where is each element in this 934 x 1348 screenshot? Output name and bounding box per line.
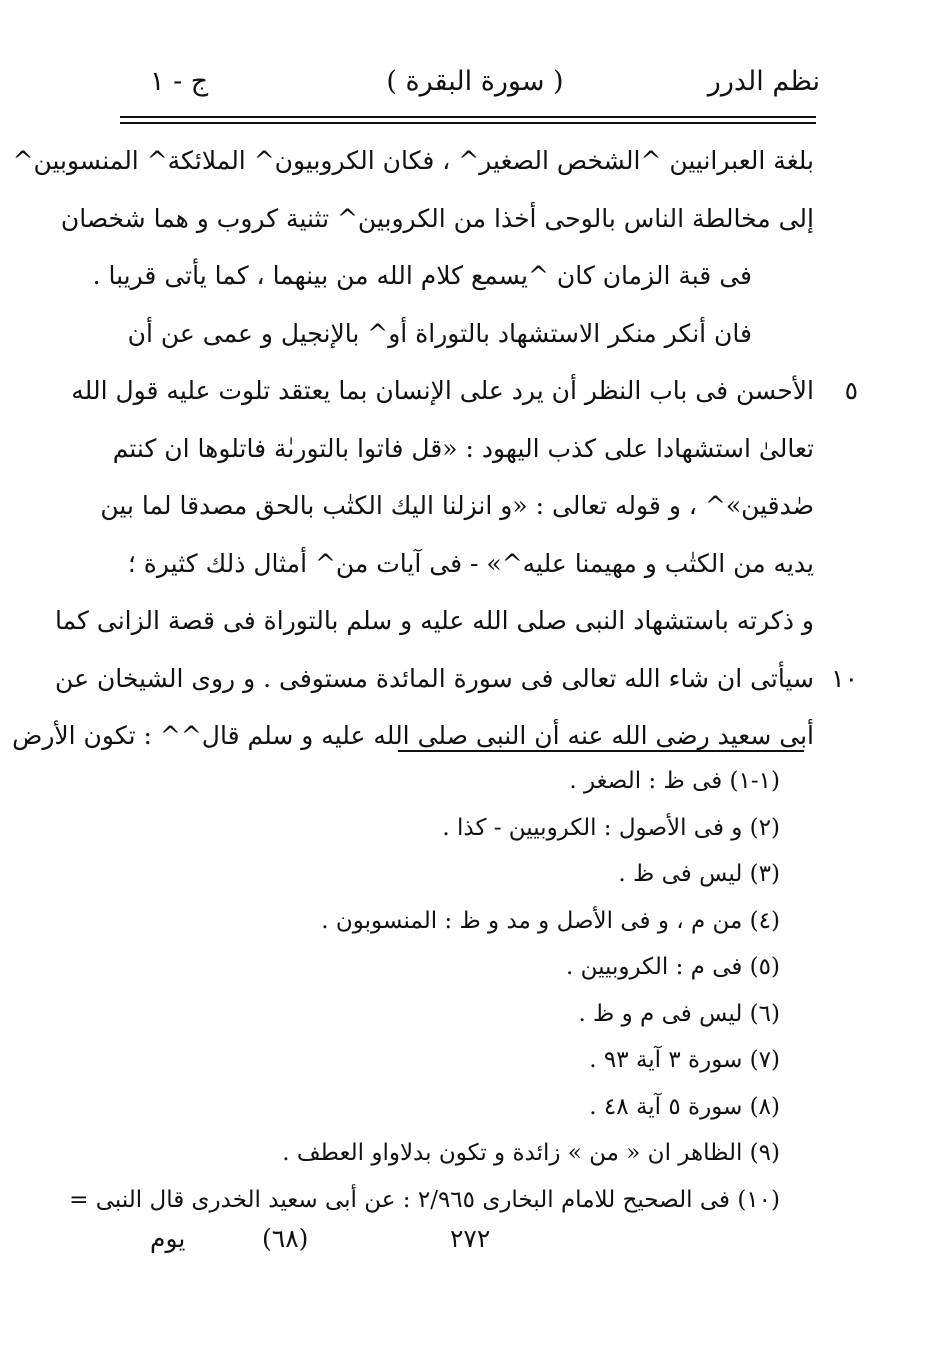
signature-marker: (٦٨) [262,1224,309,1253]
text-line [71,362,858,420]
text-line: صٰدقين»^ ، و قوله تعالى : «و انزلنا اليك الكتٰب بالحق مصدقا لما بين [100,491,814,520]
text-line [55,650,858,708]
footnote: (٢) و فى الأصول : الكروبيين - كذا . [442,814,780,841]
footnote-separator [398,750,804,752]
footnote: (٣) ليس فى ظ . [618,861,780,887]
text-line: أبى سعيد رضى الله عنه أن النبى صلى الله عليه و سلم قال^^ : تكون الأرض [12,721,814,750]
footnote: (٧) سورة ٣ آية ٩٣ . [589,1047,780,1073]
text-line-content: سيأتى ان شاء الله تعالى فى سورة المائدة مستوفى . و روى الشيخان عن [55,663,814,693]
text-line: فان أنكر منكر الاستشهاد بالتوراة أو^ بالإنجيل و عمى عن أن [127,318,752,348]
text-line-content: الأحسن فى باب النظر أن يرد على الإنسان بما يعتقد تلوت عليه قول الله [71,376,814,405]
footnote: (١-١) فى ظ : الصغر . [569,768,780,794]
text-line: إلى مخالطة الناس بالوحى أخذا من الكروبين^ تثنية كروب و هما شخصان [60,203,814,233]
text-line: و ذكرته باستشهاد النبى صلى الله عليه و سلم بالتوراة فى قصة الزانى كما [54,606,814,635]
main-text [12,132,858,765]
footnote: (٤) من م ، و فى الأصل و مد و ظ : المنسوبون . [321,907,780,934]
text-line: بلغة العبرانيين ^الشخص الصغير^ ، فكان الكروبيون^ الملائكة^ المنسوبين^ [12,146,814,175]
page-footer [150,1224,490,1264]
header-rule-bottom [120,122,816,124]
surah-title: ( سورة البقرة ) [386,66,564,97]
header-rule-top [120,116,816,118]
book-title: نظم الدرر [707,66,820,97]
text-line: فى قبة الزمان كان ^يسمع كلام الله من بينهما ، كما يأتى قريبا . [92,261,752,290]
footnotes [69,758,780,1223]
volume-label: ج - ١ [150,66,209,97]
catchword: يوم [150,1224,186,1253]
footnote: (٩) الظاهر ان « من » زائدة و تكون بدلاواو العطف . [282,1140,780,1166]
page-number: ٢٧٢ [450,1224,491,1253]
footnote: (١٠) فى الصحيح للامام البخارى ٢/٩٦٥ : عن أبى سعيد الخدرى قال النبى = [69,1186,780,1213]
text-line: يديه من الكتٰب و مهيمنا عليه^» - فى آيات من^ أمثال ذلك كثيرة ؛ [127,548,814,578]
line-number: ١٠ [831,663,858,693]
footnote: (٦) ليس فى م و ظ . [578,1000,780,1027]
running-header [130,66,820,112]
text-line: تعالىٰ استشهادا على كذب اليهود : «قل فاتوا بالتورىٰة فاتلوها ان كنتم [112,433,814,463]
footnote: (٨) سورة ٥ آية ٤٨ . [589,1093,780,1120]
footnote: (٥) فى م : الكروبيين . [565,954,780,980]
line-number: ٥ [844,376,858,405]
